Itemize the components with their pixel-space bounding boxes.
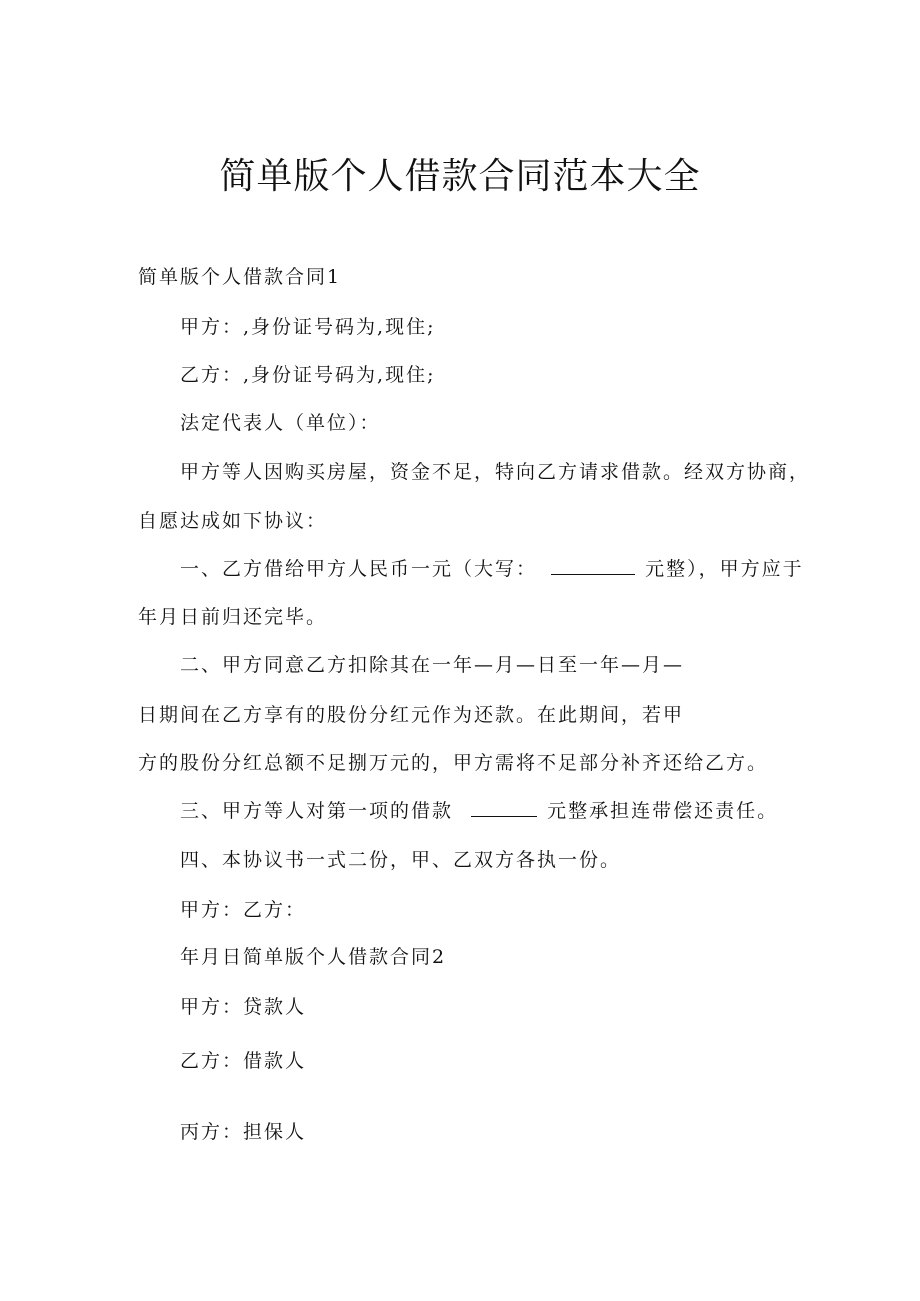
contract-2-party-a-line: 甲方：贷款人 (180, 996, 307, 1018)
clause-2-line-1: 二、甲方同意乙方扣除其在一年—月—日至一年—月— (180, 654, 685, 676)
clause-1-line-2: 年月日前归还完毕。 (138, 606, 328, 628)
clause-3-line (180, 797, 778, 825)
guarantee-amount-blank-field (471, 798, 537, 817)
clause-3-text-after: 元整承担连带偿还责任。 (547, 800, 779, 822)
clause-4-line: 四、本协议书一式二份，甲、乙双方各执一份。 (180, 849, 622, 871)
contract-2-party-c-line: 丙方：担保人 (180, 1121, 307, 1143)
paragraph-intro-line-2: 自愿达成如下协议： (138, 510, 328, 532)
contract-2-party-b-line: 乙方：借款人 (180, 1050, 307, 1072)
clause-3-text-before: 三、甲方等人对第一项的借款 (180, 800, 454, 822)
clause-2-line-3: 方的股份分红总额不足捌万元的，甲方需将不足部分补齐还给乙方。 (138, 752, 769, 774)
document-title: 简单版个人借款合同范本大全 (219, 156, 701, 197)
legal-representative-line: 法定代表人（单位）： (180, 412, 381, 434)
date-and-contract-2-heading: 年月日简单版个人借款合同2 (180, 946, 447, 968)
clause-1-text-after: 元整），甲方应于 (645, 558, 804, 580)
clause-1-line-1 (180, 555, 804, 583)
paragraph-intro-line-1: 甲方等人因购买房屋，资金不足，特向乙方请求借款。经双方协商， (180, 461, 811, 483)
amount-blank-field (551, 556, 635, 575)
contract-1-heading: 简单版个人借款合同1 (138, 266, 342, 288)
signature-parties-line: 甲方：乙方： (180, 899, 307, 921)
party-a-line: 甲方：,身份证号码为,现住; (180, 316, 436, 338)
party-b-line: 乙方：,身份证号码为,现住; (180, 364, 436, 386)
clause-1-text-before: 一、乙方借给甲方人民币一元（大写： (180, 558, 538, 580)
clause-2-line-2: 日期间在乙方享有的股份分红元作为还款。在此期间，若甲 (138, 704, 685, 726)
